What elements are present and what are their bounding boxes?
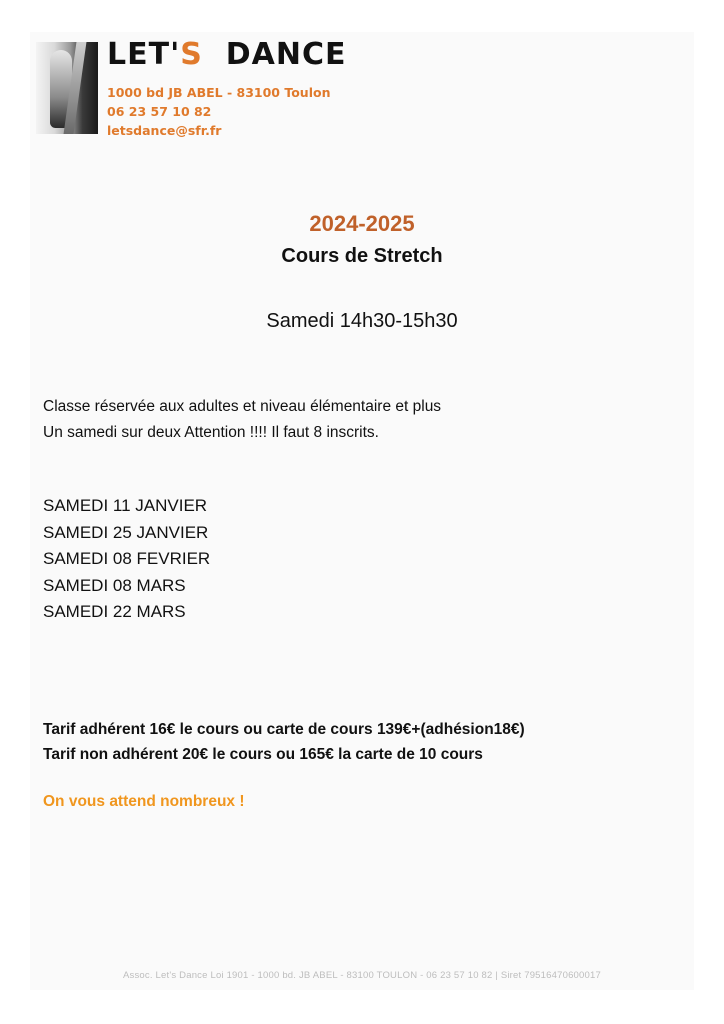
brand-name <box>107 37 347 72</box>
brand-part2: DANCE <box>202 37 347 72</box>
date-item: SAMEDI 22 MARS <box>43 602 186 621</box>
brand-part1: LET' <box>107 37 181 72</box>
closing-message: On vous attend nombreux ! <box>43 793 245 810</box>
non-member-price: Tarif non adhérent 20€ le cours ou 165€ la carte de 10 cours <box>43 746 483 763</box>
member-price: Tarif adhérent 16€ le cours ou carte de cours 139€+(adhésion18€) <box>43 721 525 738</box>
date-item: SAMEDI 08 FEVRIER <box>43 549 211 568</box>
header-email: letsdance@sfr.fr <box>107 123 222 138</box>
brand-accent: S <box>180 37 203 72</box>
season-title: 2024-2025 <box>309 211 415 236</box>
description-line: Classe réservée aux adultes et niveau élémentaire et plus <box>43 398 442 415</box>
footer-text: Assoc. Let's Dance Loi 1901 - 1000 bd. JB ABEL - 83100 TOULON - 06 23 57 10 82 | Siret 79516470600017 <box>123 970 601 981</box>
date-item: SAMEDI 08 MARS <box>43 575 186 595</box>
course-title: Cours de Stretch <box>281 245 443 267</box>
ballet-shoe-logo-image <box>36 42 98 134</box>
schedule-text: Samedi 14h30-15h30 <box>266 310 458 332</box>
dates-list <box>43 493 210 626</box>
description-line: Un samedi sur deux Attention !!!! Il faut 8 inscrits. <box>43 424 379 441</box>
date-item: SAMEDI 11 JANVIER <box>43 496 208 515</box>
header-phone: 06 23 57 10 82 <box>107 104 212 119</box>
date-item: SAMEDI 25 JANVIER <box>43 522 209 542</box>
header-address: 1000 bd JB ABEL - 83100 Toulon <box>107 85 331 100</box>
